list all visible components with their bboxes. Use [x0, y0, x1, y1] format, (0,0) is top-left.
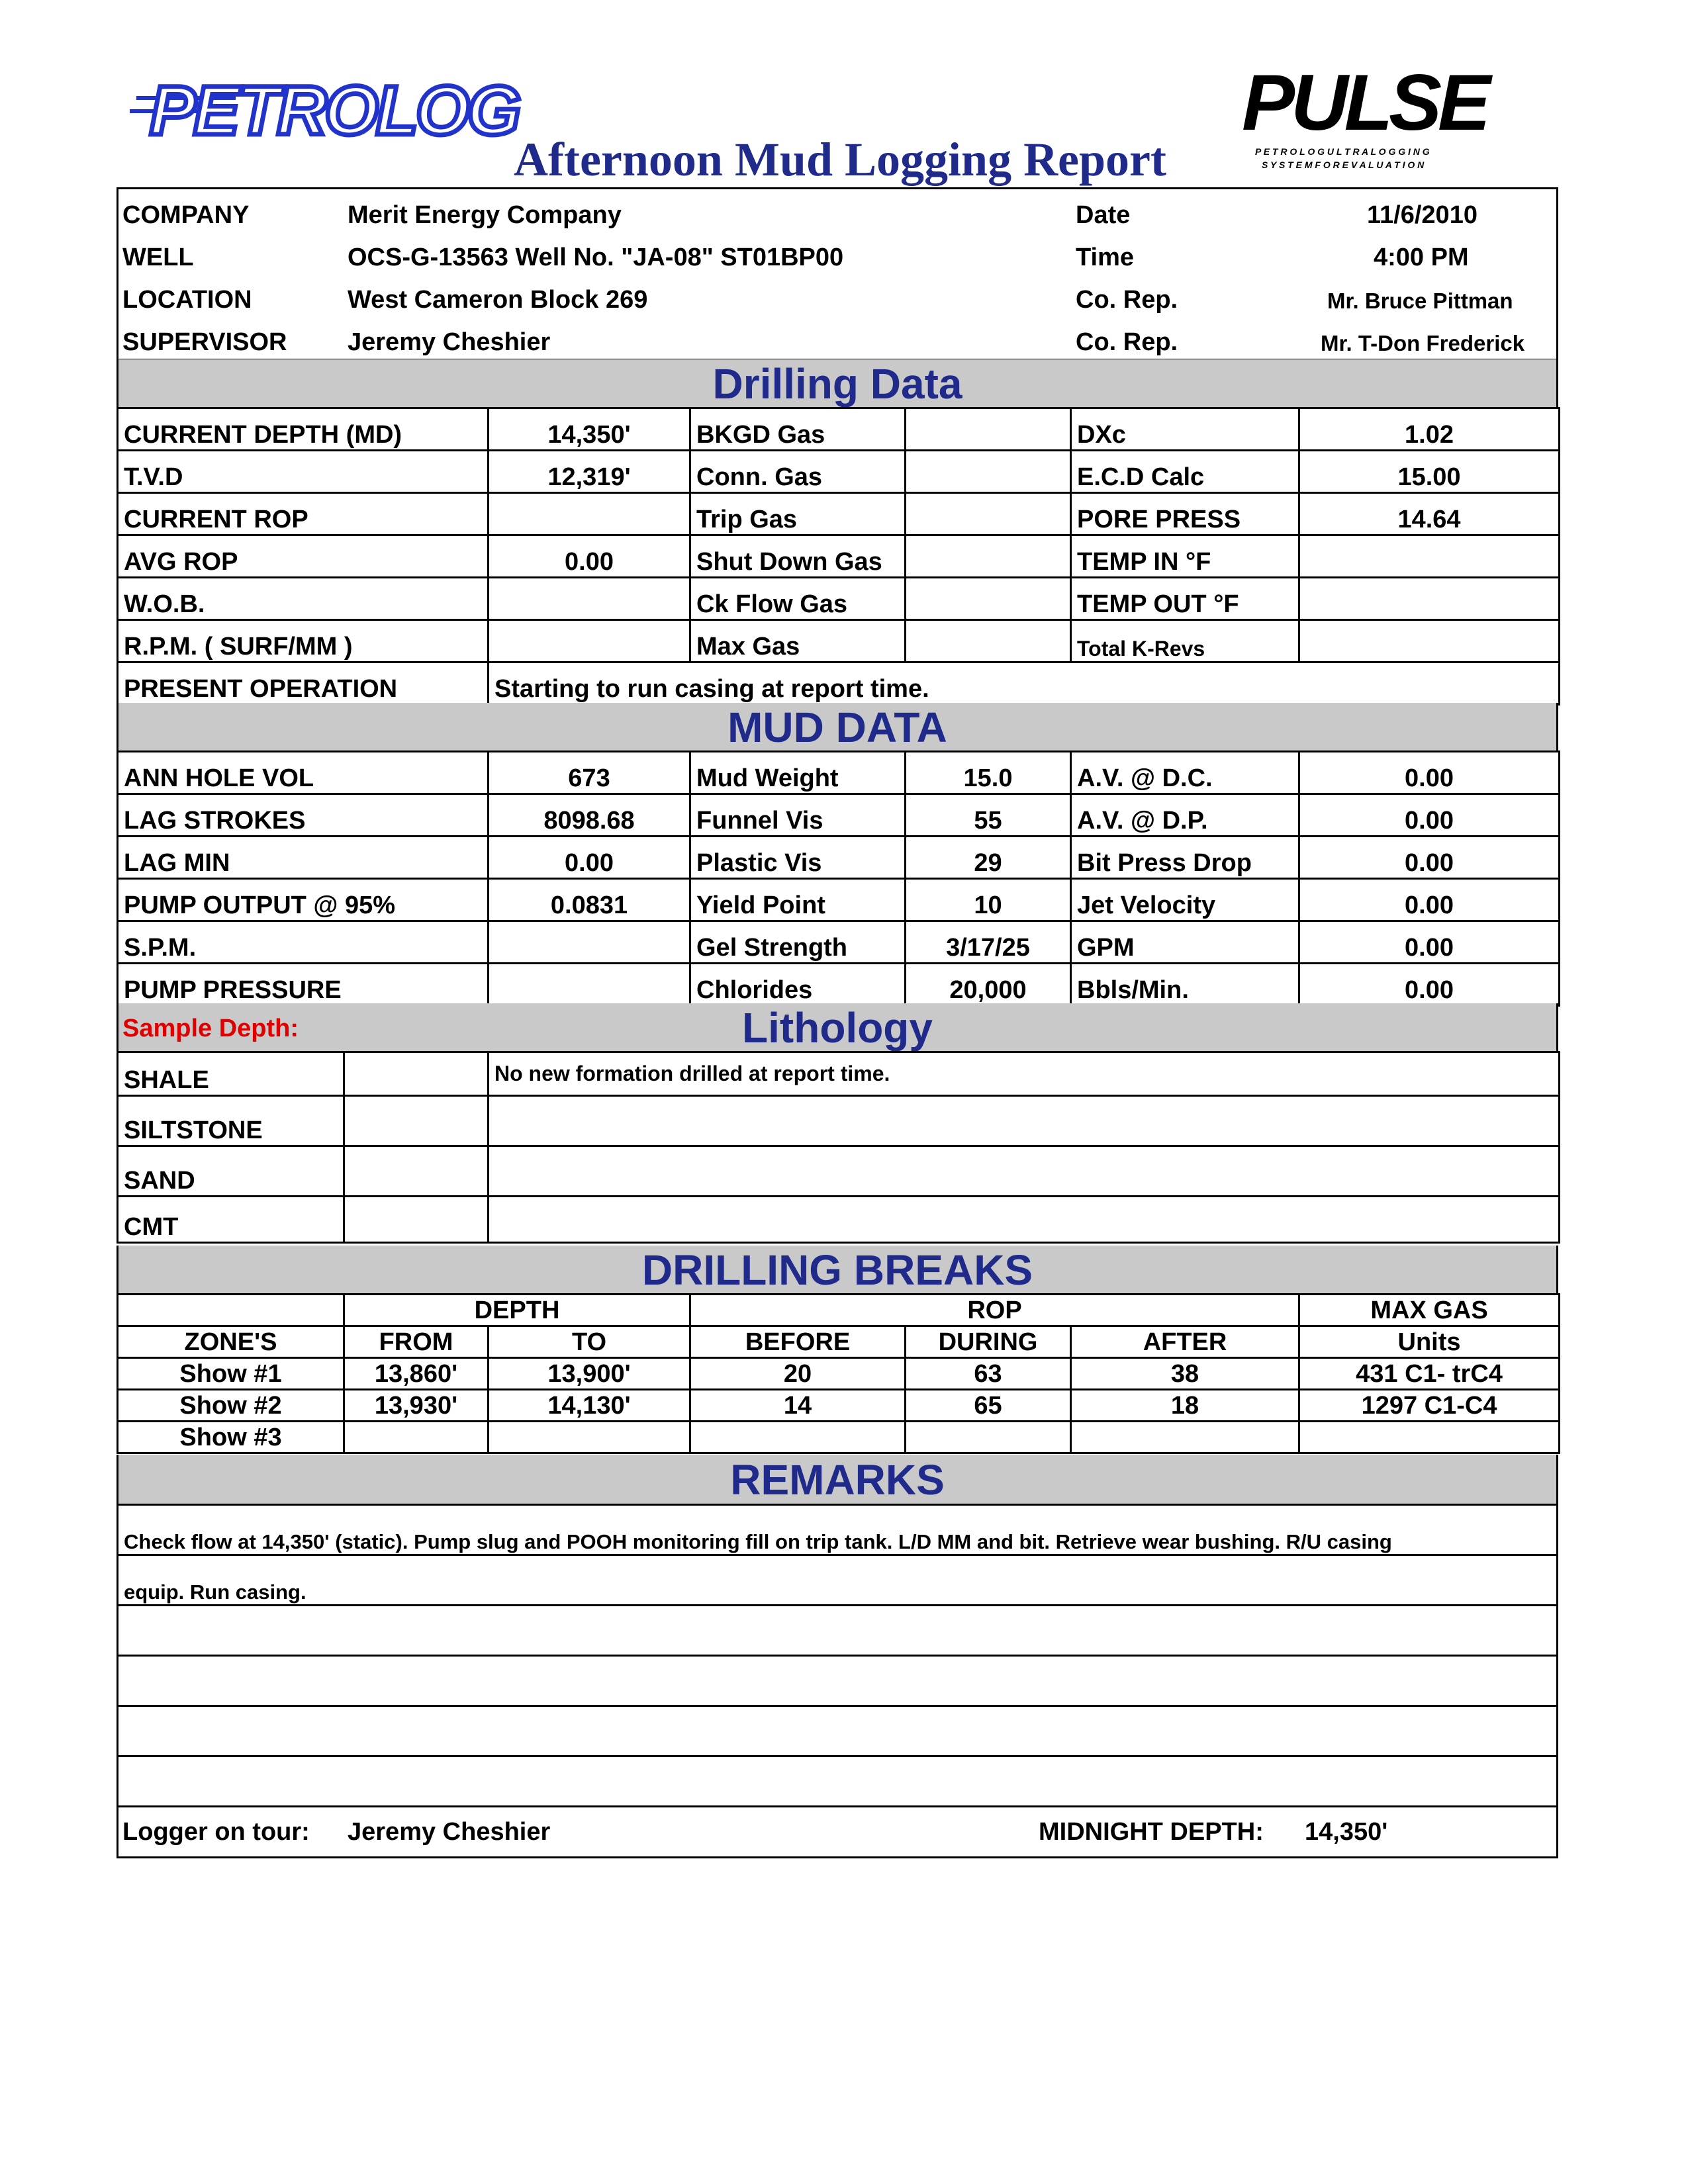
drilling-data-row [118, 535, 1560, 578]
breaks-column-header: BEFORE [690, 1326, 906, 1358]
supervisor-label: SUPERVISOR [122, 328, 287, 356]
lithology-row [118, 1146, 1560, 1197]
drilling-data-row-value-b [906, 578, 1071, 620]
mud-data-row-value-c: 0.00 [1299, 964, 1560, 1006]
drilling-data-row-label-c: Total K-Revs [1071, 620, 1299, 662]
depth-group-header: DEPTH [344, 1295, 690, 1326]
well-value: OCS-G-13563 Well No. "JA-08" ST01BP00 [348, 244, 844, 271]
drilling-data-row-value-b [906, 535, 1071, 578]
drilling-data-table [117, 407, 1558, 705]
remarks-line [118, 1756, 1558, 1807]
drilling-data-row-label-c: E.C.D Calc [1071, 451, 1299, 493]
drilling-breaks-band [117, 1246, 1558, 1295]
drilling-data-row [118, 451, 1560, 493]
location-label: LOCATION [122, 286, 252, 314]
header-box [117, 187, 1558, 361]
drilling-data-row-value-b [906, 620, 1071, 662]
breaks-column-header-row [118, 1326, 1560, 1358]
lithology-description [489, 1096, 1560, 1146]
drilling-data-row-label-a: CURRENT DEPTH (MD) [118, 408, 489, 451]
drilling-data-row-value-b [906, 493, 1071, 535]
drilling-data-row-value-c [1299, 578, 1560, 620]
breaks-column-header: FROM [344, 1326, 489, 1358]
breaks-group-header-row [118, 1295, 1560, 1326]
mud-data-row-value-b: 10 [906, 879, 1071, 921]
mud-data-row-label-b: Funnel Vis [690, 794, 906, 837]
corep2-label: Co. Rep. [1076, 328, 1178, 356]
mud-data-row-label-b: Plastic Vis [690, 837, 906, 879]
company-label: COMPANY [122, 201, 250, 229]
corep1-value: Mr. Bruce Pittman [1327, 289, 1513, 313]
time-label: Time [1076, 244, 1135, 271]
petrolog-logo [123, 71, 547, 151]
breaks-row [118, 1422, 1560, 1453]
breaks-cell: 14,130' [489, 1390, 690, 1422]
mud-data-row-label-b: Mud Weight [690, 752, 906, 794]
drilling-data-row-label-c: PORE PRESS [1071, 493, 1299, 535]
mud-data-row-value-a: 8098.68 [489, 794, 690, 837]
drilling-data-row [118, 578, 1560, 620]
remarks-line [118, 1505, 1558, 1555]
breaks-cell: 18 [1071, 1390, 1299, 1422]
mud-data-row [118, 752, 1560, 794]
drilling-data-row-label-a: R.P.M. ( SURF/MM ) [118, 620, 489, 662]
lithology-name: CMT [118, 1197, 344, 1243]
present-operation-row [118, 662, 1560, 705]
mud-data-row-value-a [489, 964, 690, 1006]
company-value: Merit Energy Company [348, 201, 622, 229]
drilling-data-row [118, 620, 1560, 662]
mud-data-row-label-c: Jet Velocity [1071, 879, 1299, 921]
midnight-depth-label: MIDNIGHT DEPTH: [1039, 1818, 1264, 1846]
lithology-name: SAND [118, 1146, 344, 1197]
mud-data-band [117, 703, 1558, 752]
breaks-cell [1299, 1422, 1560, 1453]
lithology-percent [344, 1197, 489, 1243]
max-gas-group-header: MAX GAS [1299, 1295, 1560, 1326]
lithology-percent [344, 1096, 489, 1146]
breaks-column-header: TO [489, 1326, 690, 1358]
location-value: West Cameron Block 269 [348, 286, 648, 314]
remarks-line-text: equip. Run casing. [118, 1555, 1558, 1606]
present-operation-label: PRESENT OPERATION [118, 662, 489, 705]
remarks-line-text [118, 1656, 1558, 1706]
lithology-percent [344, 1146, 489, 1197]
drilling-breaks-table [117, 1293, 1558, 1454]
mud-data-row-label-a: LAG STROKES [118, 794, 489, 837]
breaks-column-header: DURING [906, 1326, 1071, 1358]
remarks-title: REMARKS [730, 1456, 945, 1504]
breaks-cell: 65 [906, 1390, 1071, 1422]
breaks-cell: 20 [690, 1358, 906, 1390]
lithology-row [118, 1052, 1560, 1096]
mud-data-row-value-b: 55 [906, 794, 1071, 837]
breaks-cell: 13,900' [489, 1358, 690, 1390]
present-operation-value: Starting to run casing at report time. [489, 662, 1560, 705]
drilling-data-row-label-c: TEMP IN °F [1071, 535, 1299, 578]
footer-row [118, 1807, 1558, 1858]
drilling-data-row-value-c: 15.00 [1299, 451, 1560, 493]
breaks-cell [1071, 1422, 1299, 1453]
lithology-band [117, 1003, 1558, 1052]
mud-data-row [118, 794, 1560, 837]
mud-data-row-label-b: Yield Point [690, 879, 906, 921]
drilling-data-row [118, 408, 1560, 451]
mud-data-row-value-a: 0.0831 [489, 879, 690, 921]
mud-data-row-value-b: 20,000 [906, 964, 1071, 1006]
lithology-title: Lithology [742, 1004, 933, 1052]
mud-data-row-label-a: LAG MIN [118, 837, 489, 879]
drilling-data-row-value-a [489, 493, 690, 535]
mud-data-row-value-a: 673 [489, 752, 690, 794]
well-label: WELL [122, 244, 194, 271]
breaks-cell: 1297 C1-C4 [1299, 1390, 1560, 1422]
lithology-description [489, 1197, 1560, 1243]
supervisor-value: Jeremy Cheshier [348, 328, 551, 356]
mud-data-row-value-b: 15.0 [906, 752, 1071, 794]
mud-data-row-label-c: GPM [1071, 921, 1299, 964]
mud-data-row-value-b: 3/17/25 [906, 921, 1071, 964]
drilling-data-title: Drilling Data [712, 360, 962, 408]
rop-group-header: ROP [690, 1295, 1299, 1326]
drilling-data-row [118, 493, 1560, 535]
drilling-data-row-value-a: 14,350' [489, 408, 690, 451]
breaks-cell: 13,860' [344, 1358, 489, 1390]
lithology-description: No new formation drilled at report time. [489, 1052, 1560, 1096]
breaks-cell: 13,930' [344, 1390, 489, 1422]
drilling-data-row-label-a: AVG ROP [118, 535, 489, 578]
sample-depth-label: Sample Depth: [122, 1015, 299, 1042]
lithology-name: SHALE [118, 1052, 344, 1096]
remarks-band [117, 1455, 1558, 1505]
date-label: Date [1076, 201, 1131, 229]
corep2-value: Mr. T-Don Frederick [1321, 331, 1525, 355]
pulse-logo [1235, 70, 1566, 176]
lithology-row [118, 1197, 1560, 1243]
breaks-cell: Show #3 [118, 1422, 344, 1453]
mud-data-title: MUD DATA [727, 704, 947, 751]
drilling-data-row-value-a [489, 620, 690, 662]
drilling-data-row-label-b: Trip Gas [690, 493, 906, 535]
remarks-line-text [118, 1756, 1558, 1807]
mud-data-row-value-c: 0.00 [1299, 837, 1560, 879]
report-title: Afternoon Mud Logging Report [514, 133, 1166, 186]
mud-data-row-label-a: ANN HOLE VOL [118, 752, 489, 794]
remarks-line-text [118, 1706, 1558, 1756]
time-value: 4:00 PM [1374, 244, 1469, 271]
breaks-column-header: Units [1299, 1326, 1560, 1358]
drilling-data-band [117, 359, 1558, 408]
lithology-row [118, 1096, 1560, 1146]
mud-data-row-label-a: PUMP PRESSURE [118, 964, 489, 1006]
breaks-cell: 63 [906, 1358, 1071, 1390]
mud-data-row-value-c: 0.00 [1299, 879, 1560, 921]
drilling-data-row-label-a: CURRENT ROP [118, 493, 489, 535]
drilling-data-row-label-b: Conn. Gas [690, 451, 906, 493]
mud-data-table [117, 751, 1558, 1007]
mud-data-row [118, 921, 1560, 964]
breaks-empty-header [118, 1295, 344, 1326]
drilling-data-row-value-b [906, 408, 1071, 451]
mud-data-row-label-c: A.V. @ D.C. [1071, 752, 1299, 794]
drilling-data-row-value-a [489, 578, 690, 620]
drilling-data-row-value-c [1299, 620, 1560, 662]
drilling-data-row-label-c: TEMP OUT °F [1071, 578, 1299, 620]
mud-data-row-value-b: 29 [906, 837, 1071, 879]
remarks-line [118, 1606, 1558, 1656]
drilling-data-row-label-b: Ck Flow Gas [690, 578, 906, 620]
remarks-line [118, 1656, 1558, 1706]
mud-data-row-value-a [489, 921, 690, 964]
mud-data-row-value-c: 0.00 [1299, 752, 1560, 794]
drilling-data-row-value-c: 1.02 [1299, 408, 1560, 451]
breaks-row [118, 1358, 1560, 1390]
mud-data-row-value-c: 0.00 [1299, 921, 1560, 964]
remarks-line [118, 1555, 1558, 1606]
mud-data-row-label-a: S.P.M. [118, 921, 489, 964]
mud-data-row-label-a: PUMP OUTPUT @ 95% [118, 879, 489, 921]
breaks-cell: 14 [690, 1390, 906, 1422]
drilling-data-row-value-a: 12,319' [489, 451, 690, 493]
drilling-data-row-label-b: Shut Down Gas [690, 535, 906, 578]
mud-data-row-value-a: 0.00 [489, 837, 690, 879]
mud-data-row-label-b: Gel Strength [690, 921, 906, 964]
breaks-row [118, 1390, 1560, 1422]
remarks-line-text: Check flow at 14,350' (static). Pump slug and POOH monitoring fill on trip tank. L/D MM and bit. Retrieve wear bushing. R/U casing [118, 1505, 1558, 1555]
mud-data-row-value-c: 0.00 [1299, 794, 1560, 837]
drilling-data-row-value-a: 0.00 [489, 535, 690, 578]
remarks-line [118, 1706, 1558, 1756]
drilling-data-row-label-b: Max Gas [690, 620, 906, 662]
drilling-data-row-label-c: DXc [1071, 408, 1299, 451]
mud-data-row [118, 837, 1560, 879]
petrolog-logo-text: PETROLOG [150, 72, 519, 150]
pulse-logo-text: PULSE [1242, 70, 1487, 147]
breaks-cell: 38 [1071, 1358, 1299, 1390]
drilling-data-row-value-b [906, 451, 1071, 493]
drilling-data-row-label-b: BKGD Gas [690, 408, 906, 451]
breaks-cell [690, 1422, 906, 1453]
lithology-description [489, 1146, 1560, 1197]
breaks-cell: 431 C1- trC4 [1299, 1358, 1560, 1390]
breaks-column-header: AFTER [1071, 1326, 1299, 1358]
mud-data-row-label-b: Chlorides [690, 964, 906, 1006]
mud-data-row-label-c: A.V. @ D.P. [1071, 794, 1299, 837]
lithology-percent [344, 1052, 489, 1096]
footer-cell [118, 1807, 1558, 1858]
midnight-depth-value: 14,350' [1305, 1818, 1388, 1846]
remarks-line-text [118, 1606, 1558, 1656]
breaks-cell: Show #1 [118, 1358, 344, 1390]
corep1-label: Co. Rep. [1076, 286, 1178, 314]
breaks-cell [906, 1422, 1071, 1453]
mud-data-row [118, 964, 1560, 1006]
mud-data-row-label-c: Bbls/Min. [1071, 964, 1299, 1006]
pulse-tagline-2: S Y S T E M F O R E V A L U A T I O N [1262, 159, 1425, 170]
pulse-tagline-1: P E T R O L O G U L T R A L O G G I N G [1255, 146, 1430, 157]
drilling-data-row-label-a: T.V.D [118, 451, 489, 493]
date-value: 11/6/2010 [1367, 201, 1477, 229]
remarks-table [117, 1504, 1558, 1858]
drilling-data-row-label-a: W.O.B. [118, 578, 489, 620]
drilling-data-row-value-c [1299, 535, 1560, 578]
breaks-column-header: ZONE'S [118, 1326, 344, 1358]
logger-label: Logger on tour: [122, 1818, 310, 1846]
drilling-data-row-value-c: 14.64 [1299, 493, 1560, 535]
breaks-cell [344, 1422, 489, 1453]
mud-data-row-label-c: Bit Press Drop [1071, 837, 1299, 879]
lithology-table [117, 1051, 1558, 1244]
mud-data-row [118, 879, 1560, 921]
breaks-cell [489, 1422, 690, 1453]
drilling-breaks-title: DRILLING BREAKS [641, 1246, 1033, 1294]
lithology-name: SILTSTONE [118, 1096, 344, 1146]
breaks-cell: Show #2 [118, 1390, 344, 1422]
logger-value: Jeremy Cheshier [348, 1818, 551, 1846]
